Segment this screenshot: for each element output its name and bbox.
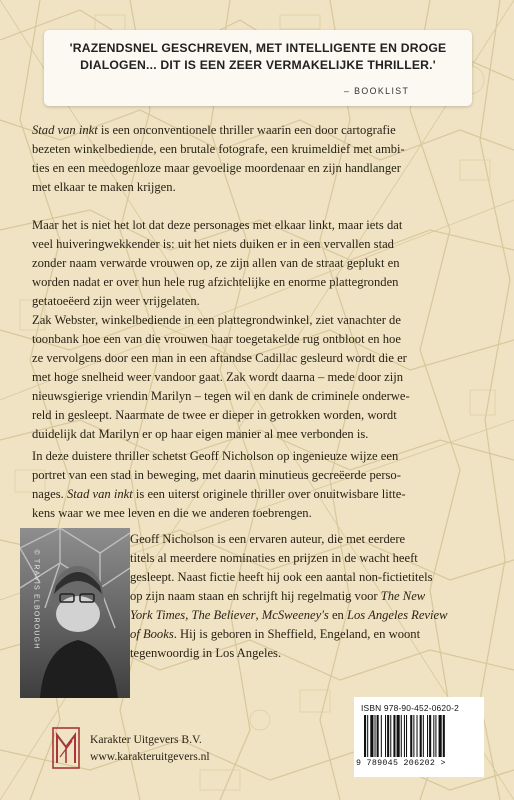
separator: ,	[185, 608, 192, 622]
text-line: In deze duistere thriller schetst Geoff Nicholson op ingenieuze wijze een	[32, 449, 399, 463]
book-title: Stad van inkt	[32, 123, 98, 137]
publisher-url[interactable]: www.karakteruitgevers.nl	[90, 750, 210, 763]
author-photo	[20, 528, 130, 698]
text-line: getatoeëerd zijn weer vrijgelaten.	[32, 294, 200, 308]
blurb-paragraph-2	[32, 216, 484, 311]
publisher-logo-icon	[52, 727, 80, 769]
publication-title: of Books	[130, 627, 174, 641]
text-line: veel huiveringwekkender is: uit het niets duiken er in een vervallen stad	[32, 237, 394, 251]
barcode-digits: 9 789045 206202 >	[356, 759, 446, 768]
text-line: worden nadat er over hun hele rug afzichtelijke en enorme plattegronden	[32, 275, 399, 289]
blurb-paragraph-3	[32, 311, 484, 444]
text-line: titels al meerdere nominaties en prijzen in de wacht heeft	[130, 551, 418, 565]
text-line: op zijn naam staan en schrijft hij regelmatig voor	[130, 589, 381, 603]
text-line: met elkaar te maken krijgen.	[32, 180, 176, 194]
blurb-paragraph-1	[32, 121, 484, 197]
text-line: duidelijk dat Marilyn er op haar eigen manier al mee verbonden is.	[32, 427, 369, 441]
text-line: Zak Webster, winkelbediende in een plattegrondwinkel, ziet vanachter de	[32, 313, 401, 327]
blurb-paragraph-4	[32, 447, 484, 523]
text-line: kens waar we mee leven en die we anderen toebrengen.	[32, 506, 312, 520]
text-line: gesleept. Naast fictie heeft hij ook een aantal non-fictietitels	[130, 570, 433, 584]
quote-line: DIALOGEN... DIT IS EEN ZEER VERMAKELIJKE THRILLER.'	[80, 58, 436, 72]
text-line: is een uiterst originele thriller over onuitwisbare litte-	[132, 487, 406, 501]
review-quote	[58, 40, 458, 74]
text-line: met hoge snelheid weer vandoor gaat. Zak wordt daarna – mede door zijn	[32, 370, 404, 384]
text-line: bezeten winkelbediende, een brutale fotografe, een kruimeldief met ambi-	[32, 142, 405, 156]
photo-credit: © TRAVIS ELBOROUGH	[32, 549, 40, 650]
text-line: tegenwoordig in Los Angeles.	[130, 646, 282, 660]
text-line: Maar het is niet het lot dat deze personages met elkaar linkt, maar iets dat	[32, 218, 403, 232]
quote-line: 'RAZENDSNEL GESCHREVEN, MET INTELLIGENTE EN DROGE	[69, 41, 447, 55]
text-line: zonder naam verwarde vrouwen op, ze zijn allen van de straat geplukt en	[32, 256, 400, 270]
publisher-name: Karakter Uitgevers B.V.	[90, 733, 202, 746]
separator: ,	[255, 608, 262, 622]
isbn-barcode	[354, 697, 484, 777]
text-line: Geoff Nicholson is een ervaren auteur, die met eerdere	[130, 532, 406, 546]
text-line: reld in gesleept. Naarmate de twee er dieper in getrokken worden, wordt	[32, 408, 397, 422]
text-line: is een onconventionele thriller waarin een door cartografie	[97, 123, 396, 137]
publication-title: The New	[380, 589, 426, 603]
text-line: ties en een meedogenloze maar gevoelige moordenaar en zijn handlanger	[32, 161, 401, 175]
publication-title: York Times	[130, 608, 186, 622]
publication-title: McSweeney's	[261, 608, 329, 622]
quote-source: – BOOKLIST	[344, 86, 410, 96]
text-line: toonbank hoe een van die vrouwen haar toegetakelde rug ontbloot en hoe	[32, 332, 401, 346]
review-quote-box	[44, 30, 472, 106]
text-line: nieuwsgierige vriendin Marilyn – tegen wil en dank de criminele onderwe-	[32, 389, 410, 403]
isbn-label: ISBN 978-90-452-0620-2	[361, 703, 459, 713]
publication-title: The Believer	[191, 608, 256, 622]
separator: en	[328, 608, 347, 622]
text-line: ze vervolgens door een man in een aftandse Cadillac gesleurd wordt die er	[32, 351, 407, 365]
author-bio	[130, 530, 484, 663]
barcode-bars	[362, 715, 476, 759]
text-line: nages.	[32, 487, 67, 501]
publication-title: Los Angeles Review	[347, 608, 448, 622]
text-line: portret van een stad in beweging, met daarin minutieus gecreëerde perso-	[32, 468, 401, 482]
book-title: Stad van inkt	[66, 487, 133, 501]
text-line: . Hij is geboren in Sheffield, Engeland, en woont	[173, 627, 421, 641]
